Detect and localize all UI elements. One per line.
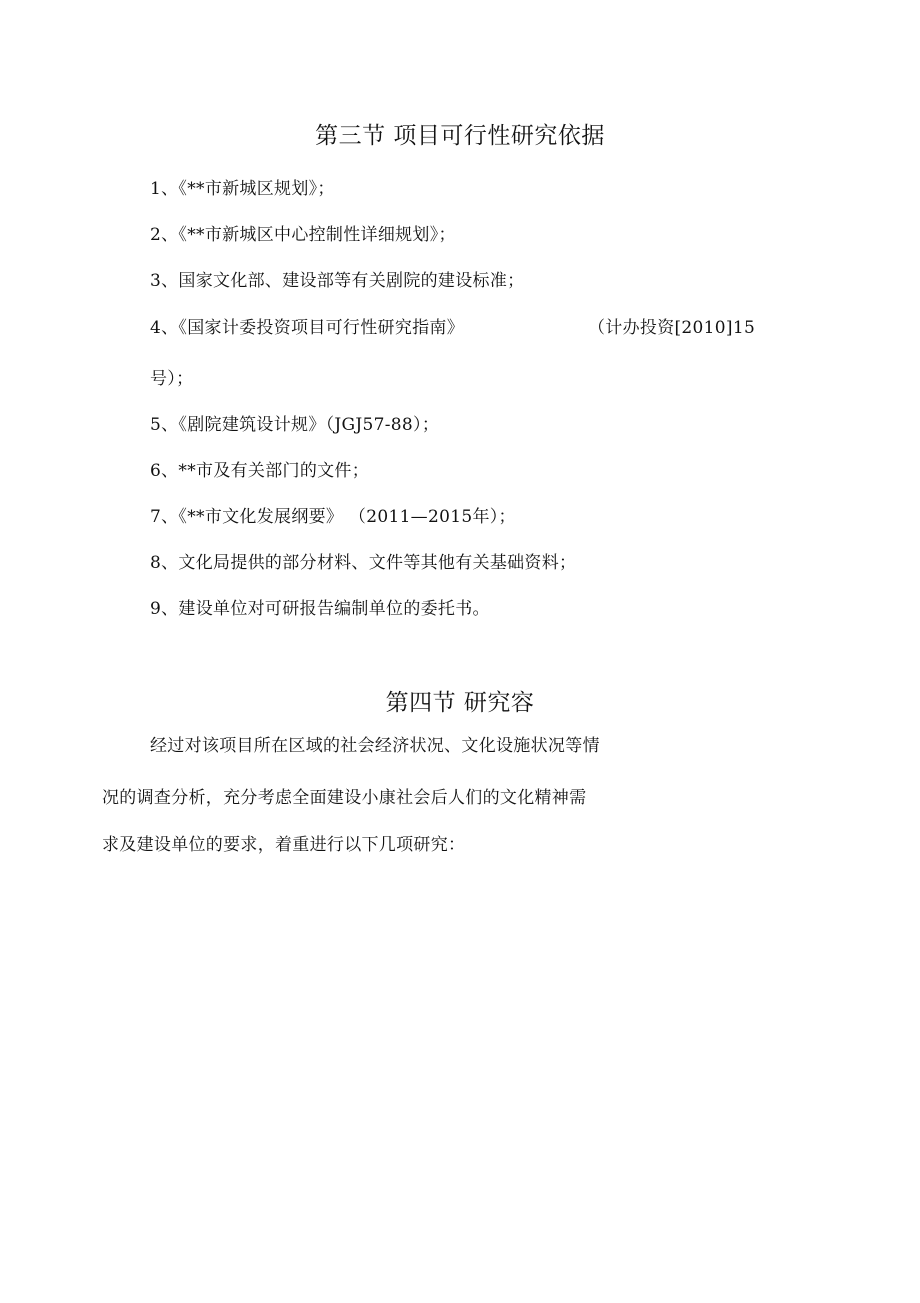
paragraph-line-1: 经过对该项目所在区域的社会经济状况、文化设施状况等情 xyxy=(150,736,600,756)
reference-item-1: 1、《**市新城区规划》； xyxy=(150,179,335,199)
paragraph-line-2: 况的调查分析，充分考虑全面建设小康社会后人们的文化精神需 xyxy=(102,788,587,808)
reference-item-6: 6、**市及有关部门的文件； xyxy=(150,461,370,481)
reference-item-9: 9、建设单位对可研报告编制单位的委托书。 xyxy=(150,599,490,619)
section-4-heading: 第四节 研究容 xyxy=(385,690,535,716)
reference-item-2: 2、《**市新城区中心控制性详细规划》； xyxy=(150,225,456,245)
section-3-heading: 第三节 项目可行性研究依据 xyxy=(315,123,605,149)
reference-item-8: 8、文化局提供的部分材料、文件等其他有关基础资料； xyxy=(150,553,577,573)
reference-item-5: 5、《剧院建筑设计规》（JGJ57-88）； xyxy=(150,415,440,435)
reference-item-7: 7、《**市文化发展纲要》 （2011—2015年）； xyxy=(150,507,516,527)
paragraph-line-3: 求及建设单位的要求，着重进行以下几项研究： xyxy=(102,835,466,855)
reference-item-3: 3、国家文化部、建设部等有关剧院的建设标准； xyxy=(150,271,525,291)
reference-item-4-note: （计办投资[2010]15 xyxy=(588,318,756,338)
reference-item-4-continuation: 号）； xyxy=(150,369,194,389)
reference-item-4: 4、《国家计委投资项目可行性研究指南》 xyxy=(150,318,465,338)
